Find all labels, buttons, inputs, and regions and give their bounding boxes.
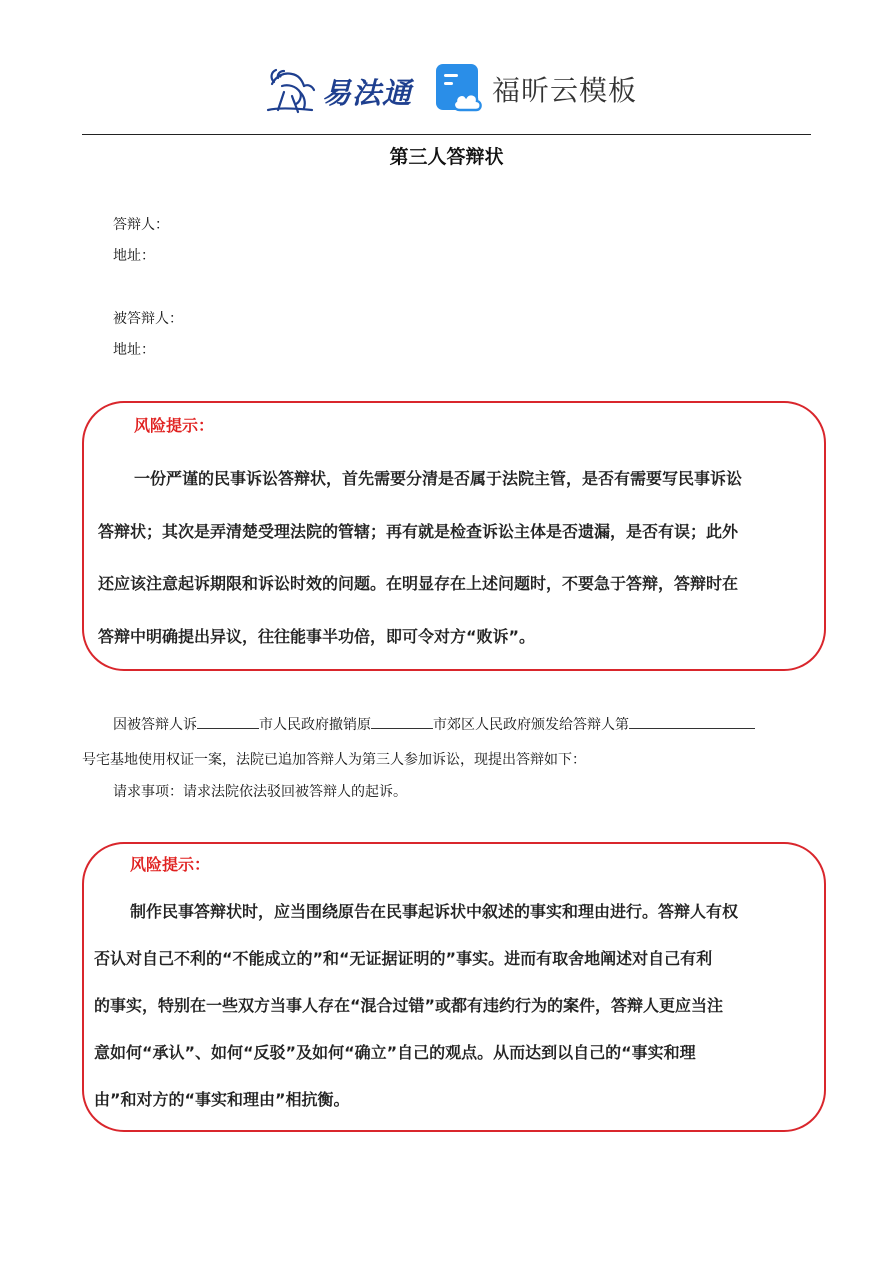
fuxin-logo-text: 福昕云模板 bbox=[492, 74, 638, 107]
risk-note-line: 答辩状；其次是弄清楚受理法院的管辖；再有就是检查诉讼主体是否遗漏，是否有误；此外 bbox=[98, 522, 739, 541]
respondent-address-label: 地址： bbox=[113, 248, 155, 264]
fuxin-logo bbox=[436, 64, 637, 114]
risk-note-line: 一份严谨的民事诉讼答辩状，首先需要分清是否属于法院主管，是否有需要写民事诉讼 bbox=[134, 469, 743, 488]
risk-note-body bbox=[94, 844, 816, 1130]
horse-icon bbox=[262, 62, 320, 120]
blank-district-field[interactable] bbox=[371, 714, 433, 729]
risk-note-title: 风险提示： bbox=[134, 416, 215, 435]
body-text: 市郊区人民政府颁发给答辩人第 bbox=[433, 717, 629, 733]
risk-note-line: 制作民事答辩状时，应当围绕原告在民事起诉状中叙述的事实和理由进行。答辩人有权 bbox=[130, 902, 739, 921]
risk-note-body bbox=[98, 403, 814, 669]
risk-note-title: 风险提示： bbox=[130, 855, 211, 874]
page-title: 第三人答辩状 bbox=[389, 146, 504, 168]
risk-note-line: 的事实，特别在一些双方当事人存在“混合过错”或都有违约行为的案件，答辩人更应当注 bbox=[94, 996, 724, 1015]
respondent-label: 答辩人： bbox=[113, 217, 169, 233]
body-text: 因被答辩人诉 bbox=[113, 717, 197, 733]
request-item: 请求事项：请求法院依法驳回被答辩人的起诉。 bbox=[113, 784, 407, 800]
header-divider bbox=[82, 134, 811, 135]
risk-note-line: 答辩中明确提出异议，往往能事半功倍，即可令对方“败诉”。 bbox=[98, 627, 536, 646]
body-paragraph-line1 bbox=[113, 714, 755, 734]
page-header bbox=[0, 58, 893, 124]
risk-note-line: 否认对自己不利的“不能成立的”和“无证据证明的”事实。进而有取舍地阐述对自己有利 bbox=[94, 949, 713, 968]
yifatong-logo bbox=[262, 62, 412, 120]
risk-note-line: 意如何“承认”、如何“反驳”及如何“确立”自己的观点。从而达到以自己的“事实和理 bbox=[94, 1043, 696, 1062]
blank-certificate-number-field[interactable] bbox=[629, 714, 755, 729]
blank-city-field[interactable] bbox=[197, 714, 259, 729]
cloud-document-icon bbox=[436, 64, 484, 114]
risk-note-box bbox=[82, 401, 826, 671]
defendant-label: 被答辩人： bbox=[113, 311, 183, 327]
body-text: 市人民政府撤销原 bbox=[259, 717, 371, 733]
risk-note-line: 由”和对方的“事实和理由”相抗衡。 bbox=[94, 1090, 350, 1109]
body-paragraph-line2: 号宅基地使用权证一案，法院已追加答辩人为第三人参加诉讼，现提出答辩如下： bbox=[82, 752, 586, 768]
defendant-address-label: 地址： bbox=[113, 342, 155, 358]
risk-note-line: 还应该注意起诉期限和诉讼时效的问题。在明显存在上述问题时，不要急于答辩，答辩时在 bbox=[98, 574, 739, 593]
risk-note-box bbox=[82, 842, 826, 1132]
yifatong-logo-text: 易法通 bbox=[322, 75, 413, 110]
